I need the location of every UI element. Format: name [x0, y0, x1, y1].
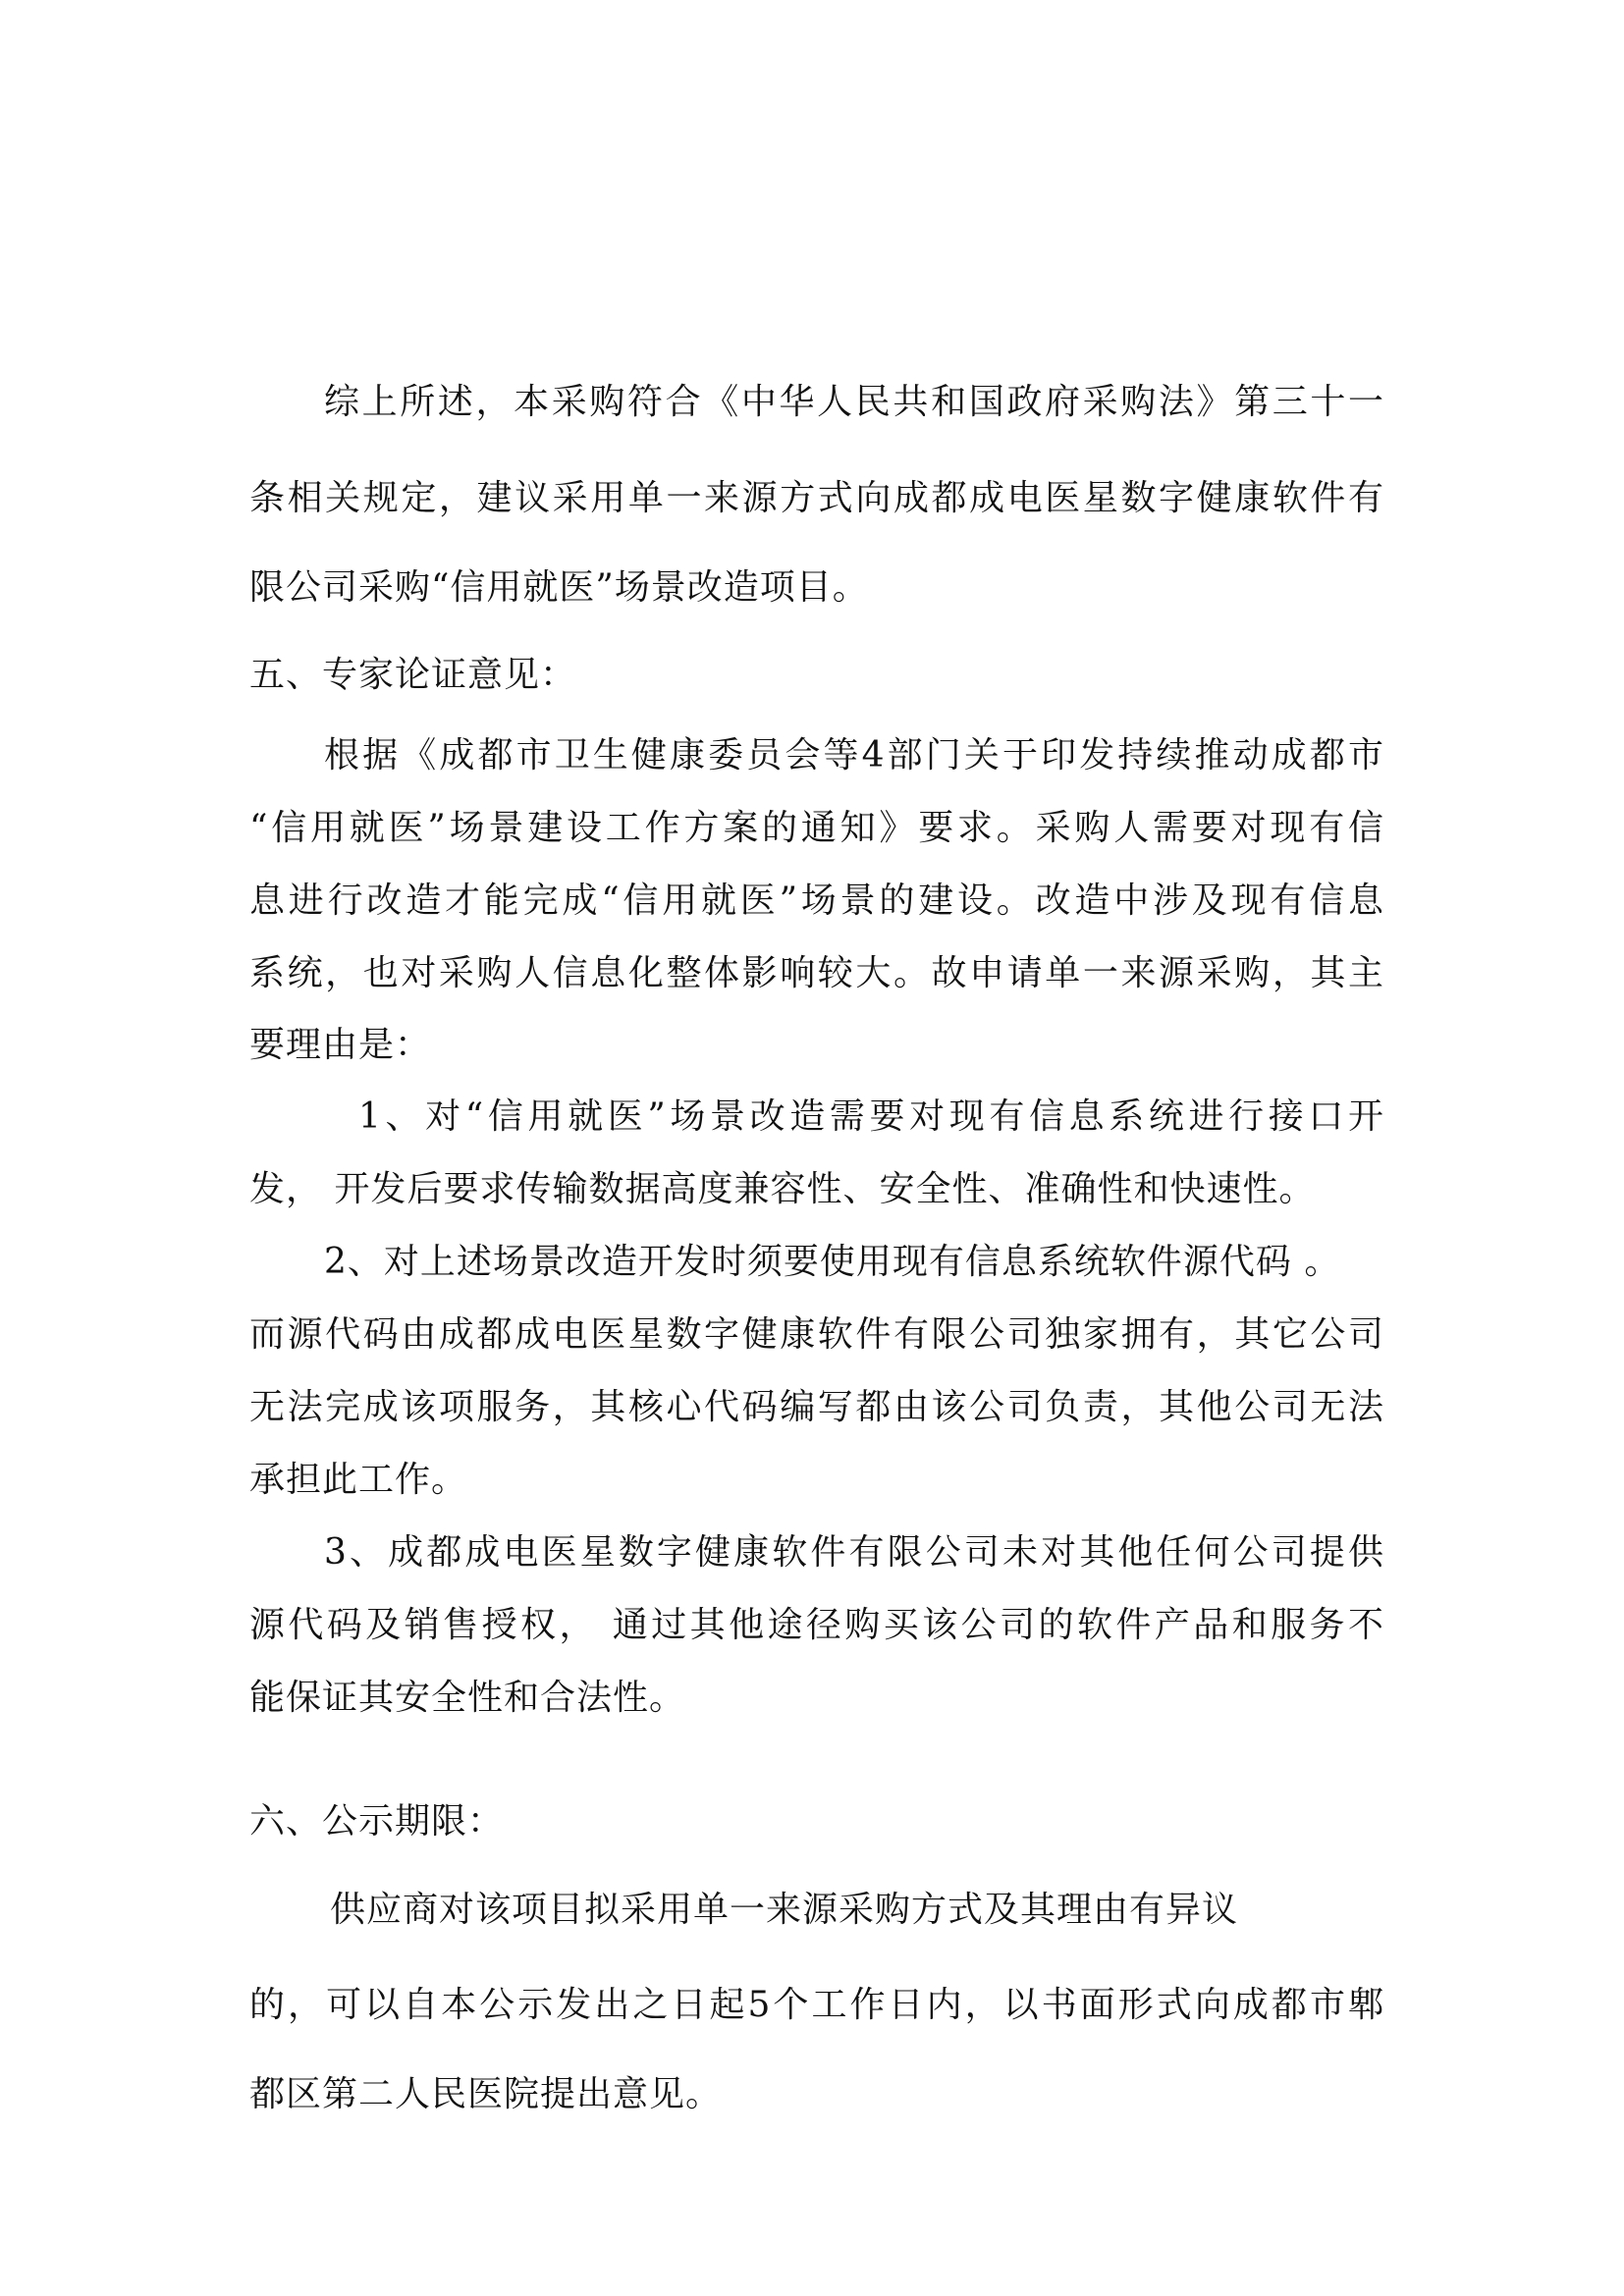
reason-item-2-line-3: 无法完成该项服务，其核心代码编写都由该公司负责，其他公司无法	[249, 1387, 1384, 1427]
reason-item-3-line-1: 3、成都成电医星数字健康软件有限公司未对其他任何公司提供	[324, 1532, 1384, 1573]
reason-item-2-line-2: 而源代码由成都成电医星数字健康软件有限公司独家拥有，其它公司	[249, 1314, 1384, 1355]
section5-intro-line-2: “信用就医”场景建设工作方案的通知》要求。采购人需要对现有信	[249, 808, 1384, 848]
reason-item-2-line-4: 承担此工作。	[249, 1460, 468, 1500]
reason-item-1-line-1: 1、对“信用就医”场景改造需要对现有信息系统进行接口开	[358, 1096, 1384, 1137]
reason-item-2-line-1: 2、对上述场景改造开发时须要使用现有信息系统软件源代码 。	[324, 1242, 1341, 1282]
reason-item-3-line-2: 源代码及销售授权， 通过其他途径购买该公司的软件产品和服务不	[249, 1605, 1384, 1645]
summary-line-1: 综上所述，本采购符合《中华人民共和国政府采购法》第三十一	[324, 382, 1384, 422]
section6-line-1: 供应商对该项目拟采用单一来源采购方式及其理由有异议	[330, 1890, 1239, 1930]
reason-item-3-line-3: 能保证其安全性和合法性。	[249, 1678, 686, 1718]
section6-line-2: 的，可以自本公示发出之日起5个工作日内，以书面形式向成都市郫	[249, 1985, 1384, 2025]
section5-intro-line-4: 系统，也对采购人信息化整体影响较大。故申请单一来源采购，其主	[249, 953, 1384, 993]
section6-line-3: 都区第二人民医院提出意见。	[249, 2074, 723, 2114]
reason-item-1-line-2: 发， 开发后要求传输数据高度兼容性、安全性、准确性和快速性。	[249, 1169, 1316, 1209]
summary-line-3: 限公司采购“信用就医”场景改造项目。	[249, 567, 869, 608]
summary-line-2: 条相关规定，建议采用单一来源方式向成都成电医星数字健康软件有	[249, 478, 1384, 518]
section5-heading: 五、专家论证意见：	[249, 655, 577, 695]
section5-intro-line-3: 息进行改造才能完成“信用就医”场景的建设。改造中涉及现有信息	[249, 881, 1384, 921]
section5-intro-line-5: 要理由是：	[249, 1025, 432, 1065]
section5-intro-line-1: 根据《成都市卫生健康委员会等4部门关于印发持续推动成都市	[324, 735, 1384, 775]
section6-heading: 六、公示期限：	[249, 1801, 505, 1842]
